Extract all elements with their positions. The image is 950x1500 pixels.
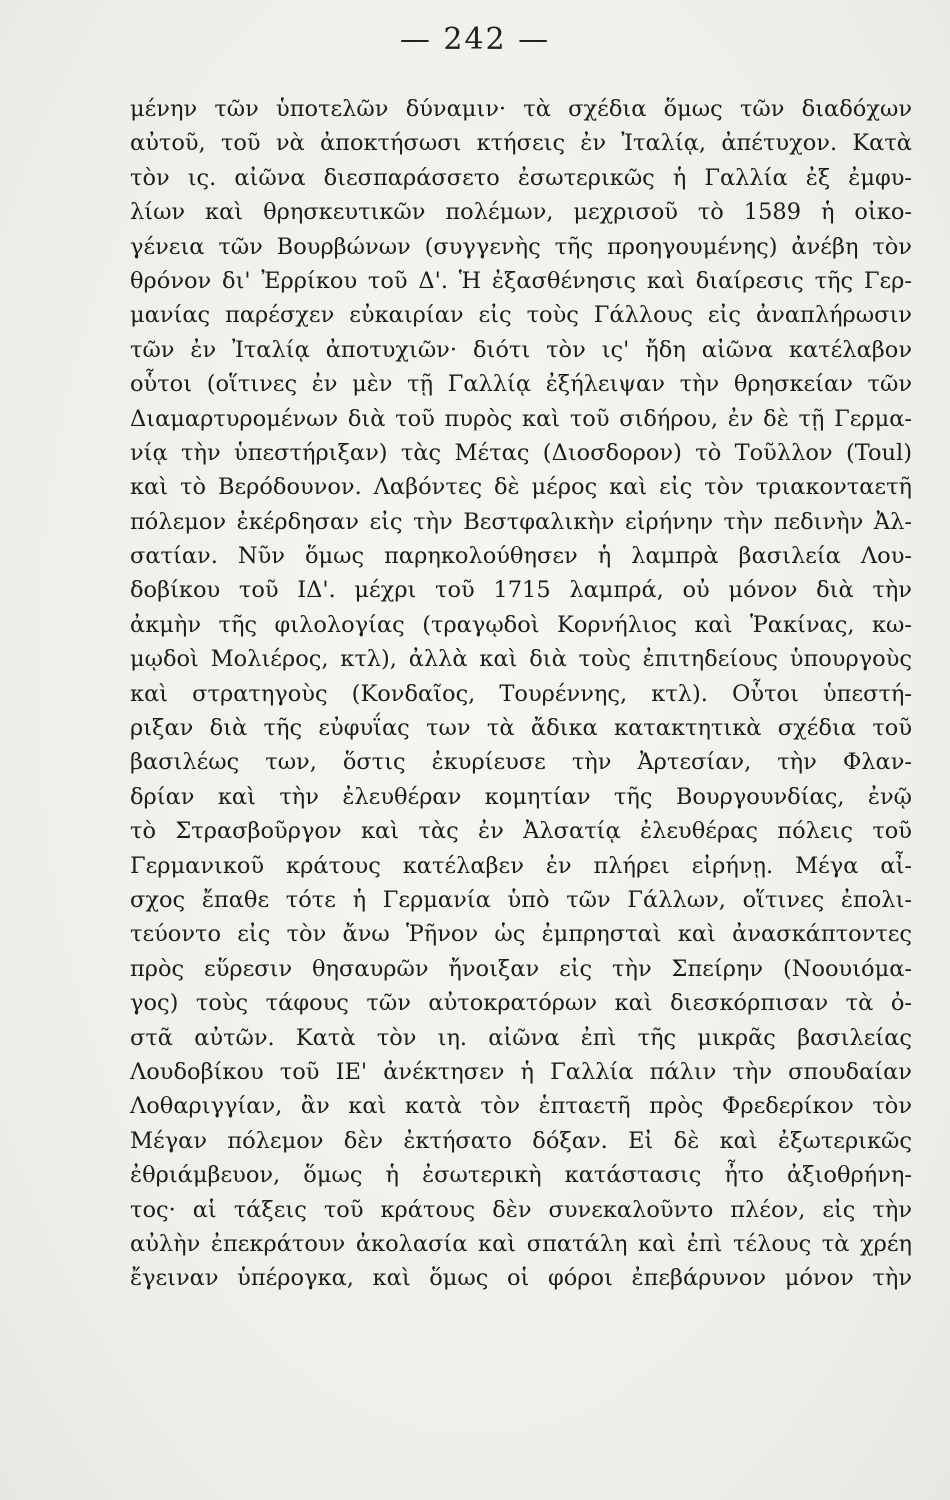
text-line: ἐθριάμβευον, ὅμως ἡ ἐσωτερικὴ κατάστασις ἦτο ἀξιοθρήνη- <box>130 1162 912 1189</box>
text-line: τεύοντο εἰς τὸν ἄνω Ῥῆνον ὡς ἐμπρησταὶ καὶ ἀνασκάπτοντες <box>130 921 912 948</box>
text-line: τὸ Στρασβοῦργον καὶ τὰς ἐν Ἀλσατίᾳ ἐλευθέρας πόλεις τοῦ <box>130 818 912 845</box>
text-line: Λοθαριγγίαν, ἂν καὶ κατὰ τὸν ἑπταετῆ πρὸς Φρεδερίκον τὸν <box>130 1093 912 1120</box>
text-line: ἔγειναν ὑπέρογκα, καὶ ὅμως οἱ φόροι ἐπεβάρυνον μόνον τὴν <box>130 1265 912 1292</box>
text-line: οὗτοι (οἵτινες ἐν μὲν τῇ Γαλλίᾳ ἐξήλειψαν τὴν θρησκείαν τῶν <box>130 371 912 398</box>
page-number: — 242 — <box>399 22 551 57</box>
text-line: νίᾳ τὴν ὑπεστήριξαν) τὰς Μέτας (Διοσδορον) τὸ Τοῦλλον (Toul) <box>130 439 912 466</box>
text-line: δρίαν καὶ τὴν ἐλευθέραν κομητίαν τῆς Βουργουνδίας, ἐνῷ <box>130 783 912 810</box>
text-line: θρόνον δι' Ἐρρίκου τοῦ Δ'. Ἡ ἐξασθένησις καὶ διαίρεσις τῆς Γερ- <box>130 267 912 294</box>
text-line: στᾶ αὐτῶν. Κατὰ τὸν ιη. αἰῶνα ἐπὶ τῆς μικρᾶς βασιλείας <box>130 1024 912 1051</box>
text-line: μένην τῶν ὑποτελῶν δύναμιν· τὰ σχέδια ὅμως τῶν διαδόχων <box>130 96 912 122</box>
text-line: τος· αἱ τάξεις τοῦ κράτους δὲν συνεκαλοῦντο πλέον, εἰς τὴν <box>130 1196 912 1223</box>
text-line: γένεια τῶν Βουρβώνων (συγγενὴς τῆς προηγουμένης) ἀνέβη τὸν <box>130 233 912 260</box>
text-line: Μέγαν πόλεμον δὲν ἐκτήσατο δόξαν. Εἰ δὲ καὶ ἐξωτερικῶς <box>130 1127 912 1154</box>
text-line: βασιλέως των, ὅστις ἐκυρίευσε τὴν Ἀρτεσίαν, τὴν Φλαν- <box>130 749 912 776</box>
text-line: αὐλὴν ἐπεκράτουν ἀκολασία καὶ σπατάλη καὶ ἐπὶ τέλους τὰ χρέη <box>130 1230 912 1257</box>
body-text <box>130 92 912 1296</box>
text-line: μῳδοὶ Μολιέρος, κτλ), ἀλλὰ καὶ διὰ τοὺς ἐπιτηδείους ὑπουργοὺς <box>130 646 912 673</box>
text-line: πόλεμον ἐκέρδησαν εἰς τὴν Βεστφαλικὴν εἰρήνην τὴν πεδινὴν Ἀλ- <box>130 508 912 535</box>
text-line: καὶ στρατηγοὺς (Κονδαῖος, Τουρέννης, κτλ). Οὗτοι ὑπεστή- <box>130 680 912 707</box>
text-line: τῶν ἐν Ἰταλίᾳ ἀποτυχιῶν· διότι τὸν ις' ἤδη αἰῶνα κατέλαβον <box>130 336 912 363</box>
text-line: γος) τοὺς τάφους τῶν αὐτοκρατόρων καὶ διεσκόρπισαν τὰ ὀ- <box>130 990 912 1017</box>
text-line: σατίαν. Νῦν ὅμως παρηκολούθησεν ἡ λαμπρὰ βασιλεία Λου- <box>130 543 912 570</box>
text-line: καὶ τὸ Βερόδουνον. Λαβόντες δὲ μέρος καὶ εἰς τὸν τριακονταετῆ <box>130 474 912 501</box>
text-line: μανίας παρέσχεν εὐκαιρίαν εἰς τοὺς Γάλλους εἰς ἀναπλήρωσιν <box>130 302 912 329</box>
text-line: ἀκμὴν τῆς φιλολογίας (τραγῳδοὶ Κορνήλιος καὶ Ῥακίνας, κω- <box>130 611 912 638</box>
text-line: σχος ἔπαθε τότε ἡ Γερμανία ὑπὸ τῶν Γάλλων, οἵτινες ἐπολι- <box>130 886 912 913</box>
text-line: λίων καὶ θρησκευτικῶν πολέμων, μεχρισοῦ τὸ 1589 ἡ οἰκο- <box>130 199 912 226</box>
text-line: αὐτοῦ, τοῦ νὰ ἀποκτήσωσι κτήσεις ἐν Ἰταλίᾳ, ἀπέτυχον. Κατὰ <box>130 130 912 157</box>
text-line: πρὸς εὕρεσιν θησαυρῶν ἤνοιξαν εἰς τὴν Σπείρην (Νοουιόμα- <box>130 955 912 982</box>
text-line: Γερμανικοῦ κράτους κατέλαβεν ἐν πλήρει εἰρήνῃ. Μέγα αἶ- <box>130 852 912 879</box>
text-line: Λουδοβίκου τοῦ ΙΕ' ἀνέκτησεν ἡ Γαλλία πάλιν τὴν σπουδαίαν <box>130 1058 912 1085</box>
text-line: Διαμαρτυρομένων διὰ τοῦ πυρὸς καὶ τοῦ σιδήρου, ἐν δὲ τῇ Γερμα- <box>130 405 912 432</box>
text-line: τὸν ις. αἰῶνα διεσπαράσσετο ἐσωτερικῶς ἡ Γαλλία ἐξ ἐμφυ- <box>130 164 912 191</box>
text-line: ριξαν διὰ τῆς εὐφυΐας των τὰ ἄδικα κατακτητικὰ σχέδια τοῦ <box>130 715 912 742</box>
text-line: δοβίκου τοῦ ΙΔ'. μέχρι τοῦ 1715 λαμπρά, οὐ μόνον διὰ τὴν <box>130 577 912 604</box>
